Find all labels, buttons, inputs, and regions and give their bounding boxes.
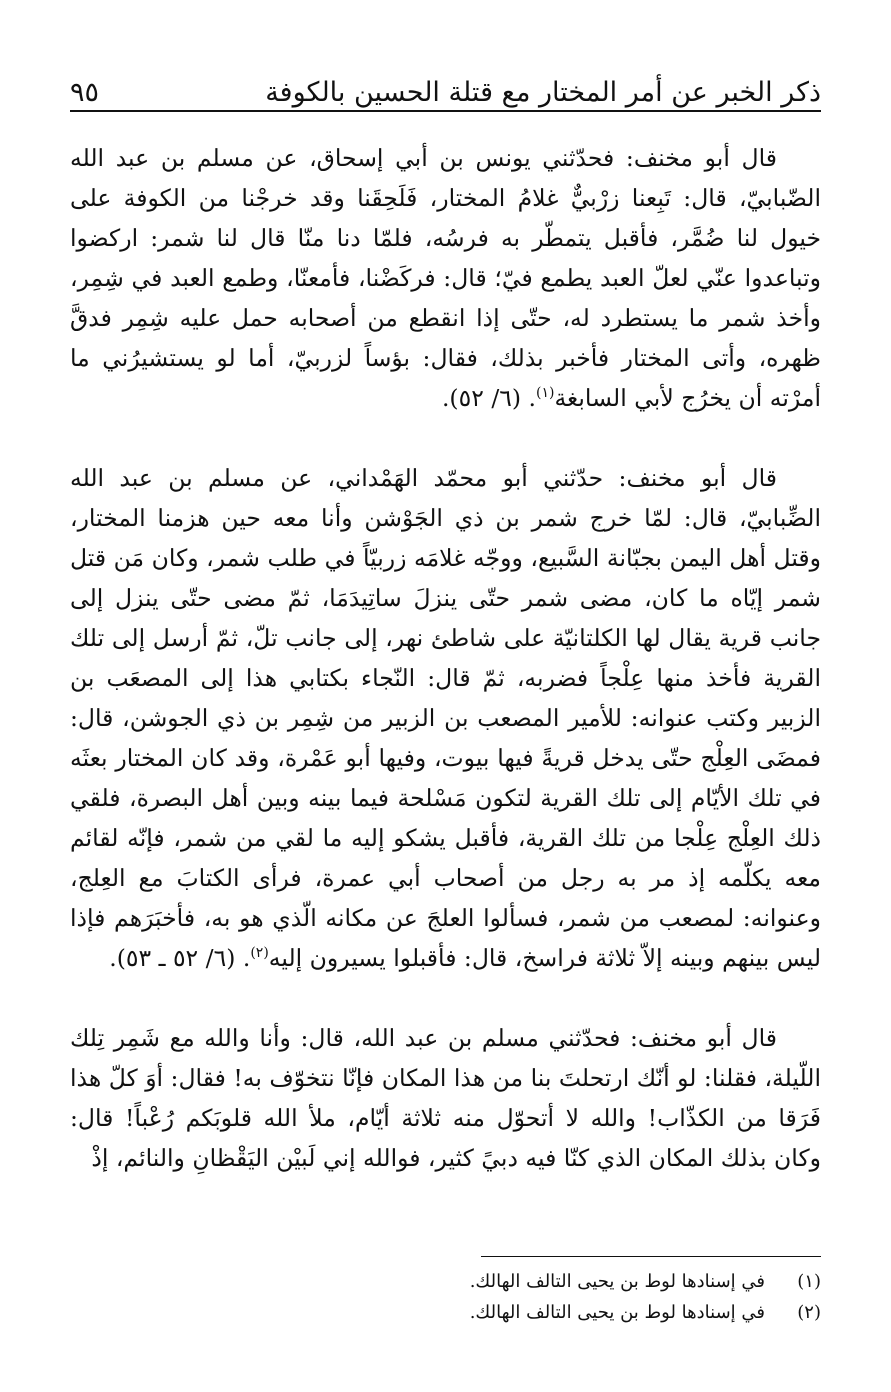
footnote-1	[70, 1266, 821, 1297]
paragraph-text: قال أبو مخنف: حدّثني أبو محمّد الهَمْداني، عن مسلم بن عبد الله الضِّبابيّ، قال: لمّا خرج شمر بن ذي الجَوْشن وأنا معه حين هزمنا المختار، وقتل أهل اليمن بجبّانة السَّبيع، ووجّه غلامَه زربيّاً في طلب شمر، وكان مَن قتل شمر إيّاه ما كان، مضى شمر حتّى ينزلَ ساتِيدَمَا، ثمّ مضى حتّى ينزل إلى جانب قرية يقال لها الكلتانيّة على شاطئ نهر، إلى جانب تلّ، ثمّ أرسل إلى تلك القرية فأخذ منها عِلْجاً فضربه، ثمّ قال: النّجاء بكتابي هذا إلى المصعَب بن الزبير وكتب عنوانه: للأمير المصعب بن الزبير من شِمِر بن ذي الجوشن، قال: فمضَى العِلْج حتّى يدخل قريةً فيها بيوت، وفيها أبو عَمْرة، وقد كان المختار بعثَه في تلك الأيّام إلى تلك القرية لتكون مَسْلحة فيما بينه وبين أهل البصرة، فلقي ذلك العِلْج عِلْجا من تلك القرية، فأقبل يشكو إليه ما لقي من شمر، فإنّه لقائم معه يكلّمه إذ مر به رجل من أصحاب أبي عمرة، فرأى الكتابَ مع العِلج، وعنوانه: لمصعب من شمر، فسألوا العلجَ عن مكانه الّذي هو به، فأخبَرَهم فإذا ليس بينهم وبينه إلاّ ثلاثة فراسخ، قال: فأقبلوا يسيرون إليه	[70, 464, 821, 972]
body-text	[70, 138, 821, 1178]
footnote-ref-2: (٢)	[250, 945, 269, 962]
footnote-text: في إسنادها لوط بن يحيى التالف الهالك.	[469, 1302, 765, 1323]
footnotes	[70, 1266, 821, 1328]
paragraph-3	[70, 1018, 821, 1178]
paragraph-1	[70, 138, 821, 418]
footnote-text: في إسنادها لوط بن يحيى التالف الهالك.	[469, 1271, 765, 1292]
running-title: ذكر الخبر عن أمر المختار مع قتلة الحسين بالكوفة	[265, 77, 821, 108]
footnote-ref-1: (١)	[535, 385, 555, 402]
page-header	[70, 58, 821, 112]
citation: . (٦/ ٥٢).	[441, 384, 536, 412]
footnote-divider	[481, 1256, 821, 1257]
paragraph-2	[70, 458, 821, 978]
footnote-2	[70, 1297, 821, 1328]
page-number: ٩٥	[70, 77, 100, 108]
paragraph-text: قال أبو مخنف: فحدّثني مسلم بن عبد الله، قال: وأنا والله مع شَمِر تِلك اللّيلة، فقلنا: لو أنّك ارتحلتَ بنا من هذا المكان فإنّا نتخوّف به! فقال: أوَ كلّ هذا فَرَقا من الكذّاب! والله لا أتحوّل منه ثلاثة أيّام، ملأ الله قلوبَكم رُعْباً! قال: وكان بذلك المكان الذي كنّا فيه دبيً كثير، فوالله إني لَبيْن اليَقْظانِ والنائم، إذْ	[70, 1024, 821, 1172]
paragraph-text: قال أبو مخنف: فحدّثني يونس بن أبي إسحاق، عن مسلم بن عبد الله الضّبابيّ، قال: تَبِعنا زرْبيٌّ غلامُ المختار، فَلَحِقَنا وقد خرجْنا من الكوفة على خيول لنا ضُمَّر، فأقبل يتمطّر به فرسُه، فلمّا دنا منّا قال لنا شمر: اركضوا وتباعدوا عنّي لعلّ العبد يطمع فيّ؛ قال: فركَضْنا، فأمعنّا، وطمع العبد في شِمِر، وأخذ شمر ما يستطرد له، حتّى إذا انقطع من أصحابه حمل عليه شِمِر فدقَّ ظهره، وأتى المختار فأخبر بذلك، فقال: بؤساً لزربيّ، أما لو يستشيرُني ما أمرْته أن يخرُج لأبي السابغة	[70, 144, 821, 412]
footnote-number: (٢)	[797, 1302, 821, 1323]
footnote-number: (١)	[797, 1271, 821, 1292]
citation: . (٦/ ٥٢ ـ ٥٣).	[109, 944, 251, 972]
